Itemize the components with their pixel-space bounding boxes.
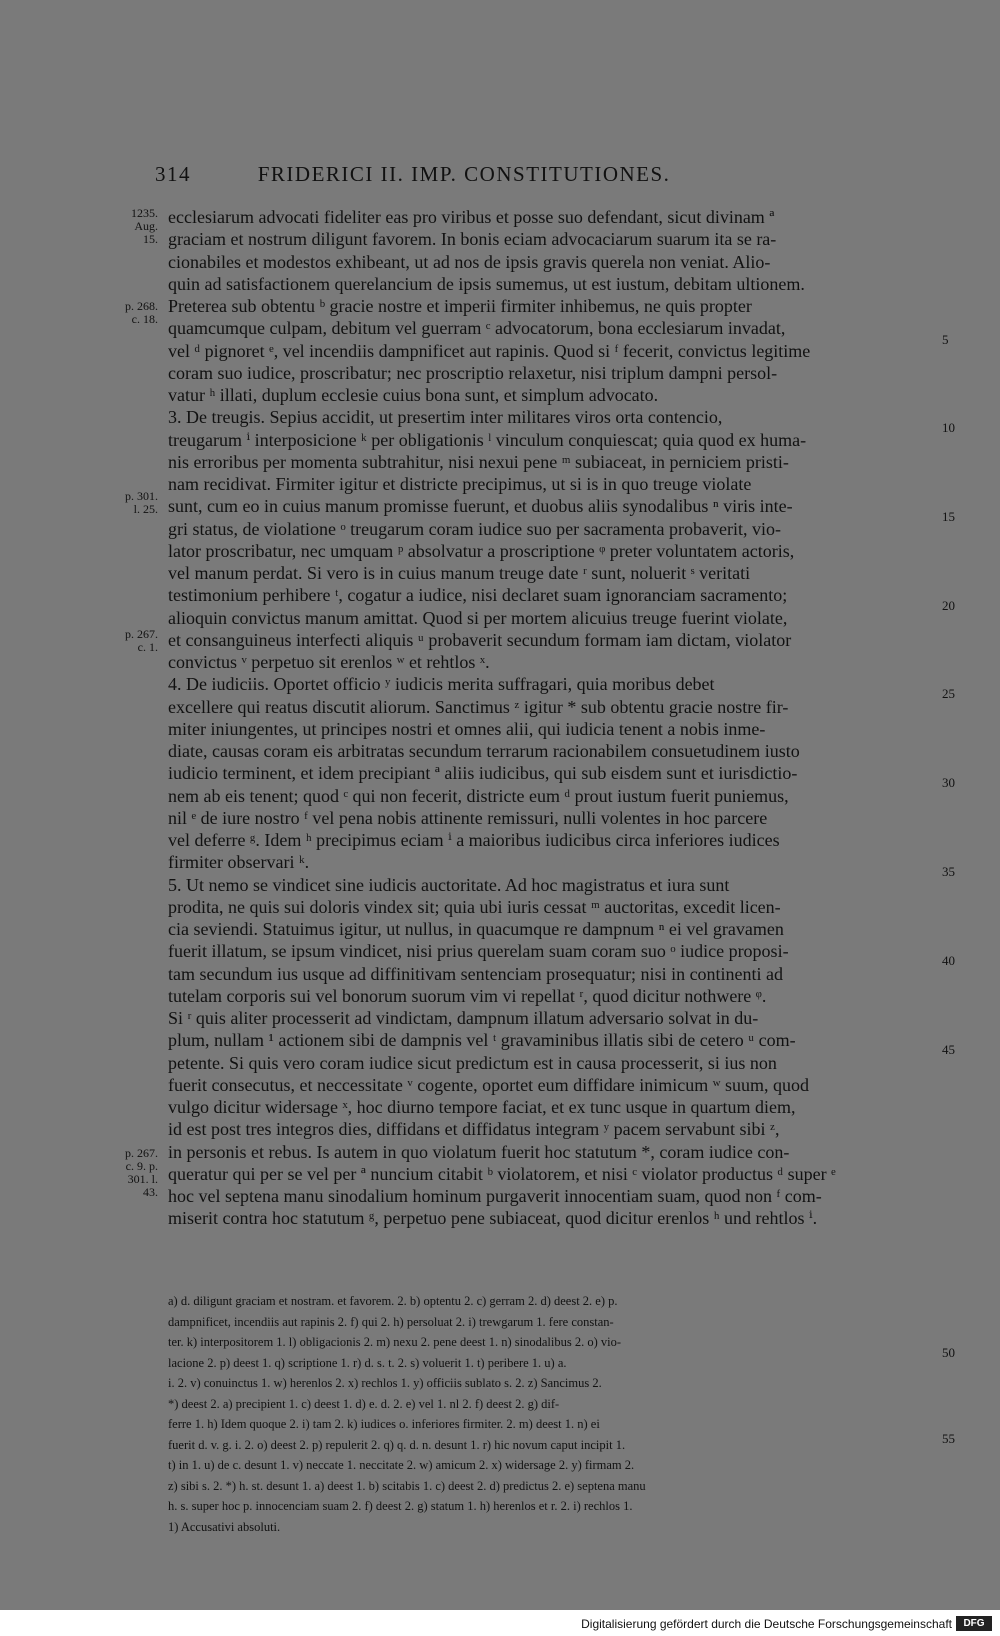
line-number: 40 xyxy=(942,953,955,968)
text-line: ecclesiarum advocati fideliter eas pro viribus et posse suo defendant, sicut divinam ª xyxy=(168,207,775,227)
margin-reference: p. 268. c. 18. xyxy=(125,299,158,326)
text-line: 3. De treugis. Sepius accidit, ut presertim inter militares viros orta contencio, xyxy=(168,407,723,428)
footnote-line: lacione 2. p) deest 1. q) scriptione 1. r) d. s. t. 2. s) voluerit 1. t) peribere 1. u) a. xyxy=(168,1355,567,1370)
text-line: miter iniungentes, ut principes nostri et omnes alii, qui iudicia tenent a nobis inme- xyxy=(168,718,766,739)
line-number: 20 xyxy=(942,598,955,613)
page-number: 314 xyxy=(155,162,191,186)
text-line: treugarum ⁱ interposicione ᵏ per obligationis ˡ vinculum conquiescat; quia quod ex huma- xyxy=(168,429,807,450)
text-line: nam recidivat. Firmiter igitur et districte precipimus, ut si is in quo treuge violate xyxy=(168,474,752,494)
text-line: vel deferre ᵍ. Idem ʰ precipimus eciam ⁱ a maioribus iudicibus circa inferiores iudices xyxy=(168,830,780,850)
text-line: prodita, ne quis sui doloris vindex sit; quia ubi iuris cessat ᵐ auctoritas, excedit licen- xyxy=(168,896,781,917)
text-line: vel ᵈ pignoret ᵉ, vel incendiis dampnificet aut rapinis. Quod si ᶠ fecerit, convictus legitime xyxy=(168,340,811,361)
text-line: convictus ᵛ perpetuo sit erenlos ʷ et rehtlos ˣ. xyxy=(168,652,490,672)
text-line: petente. Si quis vero coram iudice sicut predictum est in causa processerit, si ius non xyxy=(168,1052,777,1073)
text-line: excellere qui reatus discutit aliorum. Sanctimus ᶻ igitur * sub obtentu gracie nostre fir- xyxy=(168,696,789,717)
footnote-line: fuerit d. v. g. i. 2. o) deest 2. p) repulerit 2. q) q. d. n. desunt 1. r) hic novum caput incipit 1. xyxy=(168,1437,626,1452)
text-line: Si ʳ quis aliter processerit ad vindictam, dampnum illatum adversario solvat in du- xyxy=(168,1008,759,1028)
margin-reference: p. 267. c. 1. xyxy=(125,627,158,654)
line-number: 45 xyxy=(942,1042,955,1057)
text-line: et consanguineus interfecti aliquis ᵘ probaverit secundum formam iam dictam, violator xyxy=(168,629,792,650)
line-number: 55 xyxy=(942,1431,955,1446)
text-line: testimonium perhibere ᵗ, cogatur a iudice, nisi declaret suam ignoranciam sacramento; xyxy=(168,585,788,606)
footnote-line: ferre 1. h) Idem quoque 2. i) tam 2. k) iudices o. inferiores firmiter. 2. m) deest 1. n) ei xyxy=(168,1417,600,1431)
text-line: vatur ʰ illati, duplum ecclesie cuius bona sunt, et simplum advocato. xyxy=(168,385,659,405)
text-line: graciam et nostrum diligunt favorem. In bonis eciam advocaciarum suarum ita se ra- xyxy=(168,229,777,250)
text-line: plum, nullam ¹ actionem sibi de dampnis vel ᵗ gravaminibus illatis sibi de cetero ᵘ com- xyxy=(168,1030,796,1051)
line-number: 35 xyxy=(942,864,955,879)
text-line: nil ᵉ de iure nostro ᶠ vel pena nobis attinente remissuri, nulli volentes in hoc parcere xyxy=(168,807,768,828)
text-line: in personis et rebus. Is autem in quo violatum fuerit hoc statutum *, coram iudice con- xyxy=(168,1141,790,1162)
text-line: id est post tres integros dies, diffidans et diffidatus integram ʸ pacem servabunt sibi ᶻ, xyxy=(168,1119,780,1140)
text-line: alioquin convictus manum amittat. Quod si per mortem alicuius treuge fuerint violate, xyxy=(168,607,788,628)
text-line: fuerit illatum, se ipsum vindicet, nisi prius querelam suam coram suo ᵒ iudice proposi- xyxy=(168,941,789,962)
text-line: miserit contra hoc statutum ᵍ, perpetuo pene subiaceat, quod dicitur erenlos ʰ und rehtlos ⁱ. xyxy=(168,1208,818,1229)
text-line: vulgo dicitur widersage ˣ, hoc diurno tempore faciat, et ex tunc usque in quartum diem, xyxy=(168,1097,796,1117)
funding-notice: Digitalisierung gefördert durch die Deutsche Forschungsgemeinschaft xyxy=(581,1617,952,1631)
text-line: sunt, cum eo in cuius manum promisse fuerunt, et duobus aliis synodalibus ⁿ viris inte- xyxy=(168,496,793,517)
text-line: cia seviendi. Statuimus igitur, ut nullus, in quacumque re dampnum ⁿ ei vel gravamen xyxy=(168,919,784,939)
text-line: nem ab eis tenent; quod ᶜ qui non fecerit, districte eum ᵈ prout iustum fuerit puniemus, xyxy=(168,785,789,806)
page-header xyxy=(155,162,670,187)
margin-reference: p. 301. l. 25. xyxy=(125,489,158,516)
line-number: 30 xyxy=(942,775,955,790)
text-line: cionabiles et modestos exhibeant, ut ad nos de ipsis gravis querela non veniat. Alio- xyxy=(168,251,771,272)
line-number: 10 xyxy=(942,420,955,435)
text-line: coram suo iudice, proscribatur; nec proscriptio relaxetur, nisi triplum dampni persol- xyxy=(168,362,778,383)
line-number: 50 xyxy=(942,1345,955,1360)
line-number: 15 xyxy=(942,509,955,524)
text-line: hoc vel septena manu sinodalium hominum purgaverit innocentiam suam, quod non ᶠ com- xyxy=(168,1186,822,1206)
text-line: gri status, de violatione ᵒ treugarum coram iudice suo per sacramenta probaverit, vio- xyxy=(168,518,781,539)
text-line: firmiter observari ᵏ. xyxy=(168,852,310,873)
running-title: FRIDERICI II. IMP. CONSTITUTIONES. xyxy=(257,162,671,186)
margin-reference: p. 267. c. 9. p. 301. l. 43. xyxy=(125,1146,158,1199)
text-line: fuerit consecutus, et neccessitate ᵛ cogente, oportet eum diffidare inimicum ʷ suum, quod xyxy=(168,1074,809,1095)
dfg-logo: DFG xyxy=(956,1616,992,1631)
footnote-line: ter. k) interpositorem 1. l) obligacionis 2. m) nexu 2. pene deest 1. n) sinodalibus 2. o) vio- xyxy=(168,1335,622,1349)
text-line: quamcumque culpam, debitum vel guerram ᶜ advocatorum, bona ecclesiarum invadat, xyxy=(168,318,786,339)
text-line: Preterea sub obtentu ᵇ gracie nostre et imperii firmiter inhibemus, ne quis propter xyxy=(168,296,752,316)
text-line: iudicio terminent, et idem precipiant ª aliis iudicibus, qui sub eisdem sunt et iurisdictio- xyxy=(168,763,798,784)
text-line: tam secundum ius usque ad diffinitivam sentenciam prosequatur; nisi in continenti ad xyxy=(168,963,784,984)
text-line: vel manum perdat. Si vero is in cuius manum treuge date ʳ sunt, noluerit ˢ veritati xyxy=(168,563,751,583)
footnote-line: t) in 1. u) de c. desunt 1. v) neccate 1. neccitate 2. w) amicum 2. x) widersage 2. y) firmam 2. xyxy=(168,1458,635,1472)
footnote-line: 1) Accusativi absoluti. xyxy=(168,1519,281,1534)
margin-reference: 1235. Aug. 15. xyxy=(131,206,158,246)
footnote-line: a) d. diligunt graciam et nostram. et favorem. 2. b) optentu 2. c) gerram 2. d) deest 2. e) p. xyxy=(168,1294,618,1308)
text-line: queratur qui per se vel per ª nuncium citabit ᵇ violatorem, et nisi ᶜ violator productus ᵈ super ᵉ xyxy=(168,1163,836,1184)
text-line: lator proscribatur, nec umquam ᵖ absolvatur a proscriptione ᵠ preter voluntatem actoris, xyxy=(168,540,795,561)
footnote-line: i. 2. v) conuinctus 1. w) herenlos 2. x) rechlos 1. y) officiis sublato s. 2. z) Sancimus 2. xyxy=(168,1376,602,1390)
text-line: 4. De iudiciis. Oportet officio ʸ iudicis merita suffragari, quia moribus debet xyxy=(168,674,715,695)
footnote-line: dampnificet, incendiis aut rapinis 2. f) qui 2. h) persoluat 2. i) trewgarum 1. fere constan- xyxy=(168,1314,614,1329)
footnote-line: *) deest 2. a) precipient 1. c) deest 1. d) e. d. 2. e) vel 1. nl 2. f) deest 2. g) dif- xyxy=(168,1396,560,1411)
text-line: 5. Ut nemo se vindicet sine iudicis auctoritate. Ad hoc magistratus et iura sunt xyxy=(168,874,730,895)
footnote-line: h. s. super hoc p. innocenciam suam 2. f) deest 2. g) statum 1. h) herenlos et r. 2. i) rechlos 1. xyxy=(168,1499,633,1513)
footnote-line: z) sibi s. 2. *) h. st. desunt 1. a) deest 1. b) scitabis 1. c) deest 2. d) predictus 2. e) septena manu xyxy=(168,1478,646,1493)
line-number: 25 xyxy=(942,686,955,701)
line-number: 5 xyxy=(942,332,949,347)
text-line: nis erroribus per momenta subtrahitur, nisi nexui pene ᵐ subiaceat, in perniciem pristi- xyxy=(168,451,789,472)
text-line: diate, causas coram eis arbitratas secundum terrarum racionabilem consuetudinem iusto xyxy=(168,741,800,761)
text-line: quin ad satisfactionem querelancium de ipsis sumemus, ut est iustum, debitam ultionem. xyxy=(168,273,805,294)
text-line: tutelam corporis sui vel bonorum suorum vim vi repellat ʳ, quod dicitur nothwere ᵠ. xyxy=(168,985,767,1006)
